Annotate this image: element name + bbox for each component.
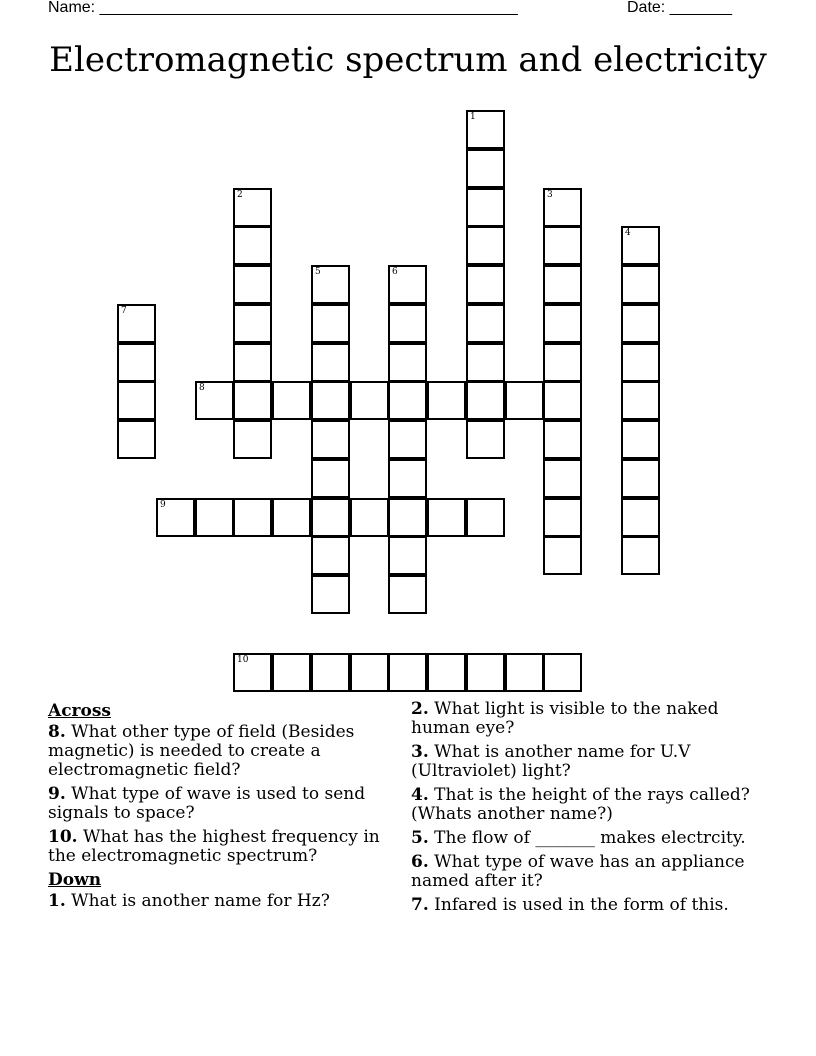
across-heading: Across [48, 701, 111, 721]
grid-cell[interactable] [233, 653, 272, 692]
clue-text: What type of wave is used to send signals to space? [48, 784, 366, 823]
grid-cell[interactable] [311, 536, 350, 575]
grid-cell[interactable] [195, 381, 234, 420]
clue-number-label: 6 [392, 267, 398, 277]
name-field-label: Name: _______________________________________________ [48, 0, 518, 16]
grid-cell[interactable] [466, 110, 505, 149]
clue-down-5 [411, 829, 771, 848]
clue-number: 3. [411, 742, 429, 762]
grid-cell[interactable] [233, 498, 272, 537]
grid-cell[interactable] [543, 420, 582, 459]
clue-down-3 [411, 743, 771, 781]
grid-cell[interactable] [350, 381, 389, 420]
clue-text: What other type of field (Besides magnetic) is needed to create a electromagnetic field? [48, 722, 355, 780]
clue-text: The flow of _______ makes electrcity. [434, 828, 746, 848]
grid-cell[interactable] [311, 653, 350, 692]
grid-cell[interactable] [621, 498, 660, 537]
grid-cell[interactable] [466, 420, 505, 459]
grid-cell[interactable] [311, 498, 350, 537]
grid-cell[interactable] [543, 304, 582, 343]
clue-number: 4. [411, 785, 429, 805]
grid-cell[interactable] [233, 343, 272, 382]
grid-cell[interactable] [621, 304, 660, 343]
clue-number: 7. [411, 895, 429, 915]
grid-cell[interactable] [621, 381, 660, 420]
grid-cell[interactable] [543, 459, 582, 498]
grid-cell[interactable] [466, 498, 505, 537]
grid-cell[interactable] [156, 498, 195, 537]
grid-cell[interactable] [543, 536, 582, 575]
grid-cell[interactable] [117, 304, 156, 343]
clue-down-1 [48, 892, 398, 911]
clue-down-2 [411, 700, 771, 738]
clue-down-4 [411, 786, 771, 824]
clue-text: What type of wave has an appliance named after it? [411, 852, 745, 891]
clue-number: 9. [48, 784, 66, 804]
clue-across-9 [48, 785, 398, 823]
grid-cell[interactable] [621, 420, 660, 459]
grid-cell[interactable] [388, 653, 427, 692]
clue-number-label: 3 [547, 190, 553, 200]
down-heading: Down [48, 870, 102, 890]
clue-number-label: 9 [160, 500, 166, 510]
clue-down-7 [411, 896, 771, 915]
grid-cell[interactable] [233, 265, 272, 304]
grid-cell[interactable] [621, 226, 660, 265]
grid-cell[interactable] [543, 343, 582, 382]
clue-number-label: 5 [315, 267, 321, 277]
grid-cell[interactable] [233, 420, 272, 459]
clue-number: 2. [411, 699, 429, 719]
clue-text: What is another name for Hz? [71, 891, 330, 911]
grid-cell[interactable] [311, 381, 350, 420]
grid-cell[interactable] [466, 343, 505, 382]
clues-column-right [411, 700, 771, 920]
grid-cell[interactable] [195, 498, 234, 537]
grid-cell[interactable] [505, 653, 544, 692]
grid-cell[interactable] [311, 459, 350, 498]
grid-cell[interactable] [543, 188, 582, 227]
clue-text: What light is visible to the naked human eye? [411, 699, 719, 738]
grid-cell[interactable] [388, 498, 427, 537]
grid-cell[interactable] [427, 498, 466, 537]
clues-column-left [48, 700, 398, 916]
grid-cell[interactable] [505, 381, 544, 420]
clue-number-label: 8 [199, 383, 205, 393]
grid-cell[interactable] [466, 381, 505, 420]
grid-cell[interactable] [388, 420, 427, 459]
clue-text: What is another name for U.V (Ultraviolet) light? [411, 742, 691, 781]
grid-cell[interactable] [388, 343, 427, 382]
clue-number: 6. [411, 852, 429, 872]
grid-cell[interactable] [311, 343, 350, 382]
grid-cell[interactable] [388, 265, 427, 304]
grid-cell[interactable] [272, 653, 311, 692]
grid-cell[interactable] [311, 420, 350, 459]
clue-across-8 [48, 723, 398, 780]
grid-cell[interactable] [543, 265, 582, 304]
clue-number-label: 4 [625, 228, 631, 238]
grid-cell[interactable] [233, 188, 272, 227]
grid-cell[interactable] [466, 265, 505, 304]
grid-cell[interactable] [543, 498, 582, 537]
grid-cell[interactable] [621, 343, 660, 382]
clue-text: What has the highest frequency in the electromagnetic spectrum? [48, 827, 380, 866]
grid-cell[interactable] [388, 381, 427, 420]
grid-cell[interactable] [350, 653, 389, 692]
grid-cell[interactable] [466, 304, 505, 343]
date-field-label: Date: _______ [627, 0, 732, 16]
clue-number: 8. [48, 722, 66, 742]
grid-cell[interactable] [272, 498, 311, 537]
clue-across-10 [48, 828, 398, 866]
grid-cell[interactable] [117, 343, 156, 382]
grid-cell[interactable] [233, 304, 272, 343]
clue-number-label: 10 [237, 655, 249, 665]
grid-cell[interactable] [311, 304, 350, 343]
grid-cell[interactable] [427, 381, 466, 420]
clue-number-label: 7 [121, 306, 127, 316]
grid-cell[interactable] [466, 149, 505, 188]
clue-text: That is the height of the rays called? (Whats another name?) [411, 785, 750, 824]
grid-cell[interactable] [117, 381, 156, 420]
clue-text: Infared is used in the form of this. [434, 895, 729, 915]
grid-cell[interactable] [388, 575, 427, 614]
grid-cell[interactable] [621, 265, 660, 304]
grid-cell[interactable] [388, 304, 427, 343]
grid-cell[interactable] [543, 226, 582, 265]
grid-cell[interactable] [350, 498, 389, 537]
clue-number: 5. [411, 828, 429, 848]
grid-cell[interactable] [427, 653, 466, 692]
clue-number-label: 2 [237, 190, 243, 200]
grid-cell[interactable] [543, 653, 582, 692]
clue-number: 10. [48, 827, 78, 847]
grid-cell[interactable] [466, 226, 505, 265]
grid-cell[interactable] [117, 420, 156, 459]
grid-cell[interactable] [233, 226, 272, 265]
grid-cell[interactable] [311, 265, 350, 304]
page-title: Electromagnetic spectrum and electricity [49, 40, 767, 80]
grid-cell[interactable] [388, 459, 427, 498]
clue-down-6 [411, 853, 771, 891]
grid-cell[interactable] [466, 188, 505, 227]
grid-cell[interactable] [466, 653, 505, 692]
grid-cell[interactable] [233, 381, 272, 420]
clue-number: 1. [48, 891, 66, 911]
grid-cell[interactable] [388, 536, 427, 575]
grid-cell[interactable] [621, 459, 660, 498]
grid-cell[interactable] [543, 381, 582, 420]
clue-number-label: 1 [470, 112, 476, 122]
grid-cell[interactable] [311, 575, 350, 614]
grid-cell[interactable] [621, 536, 660, 575]
grid-cell[interactable] [272, 381, 311, 420]
